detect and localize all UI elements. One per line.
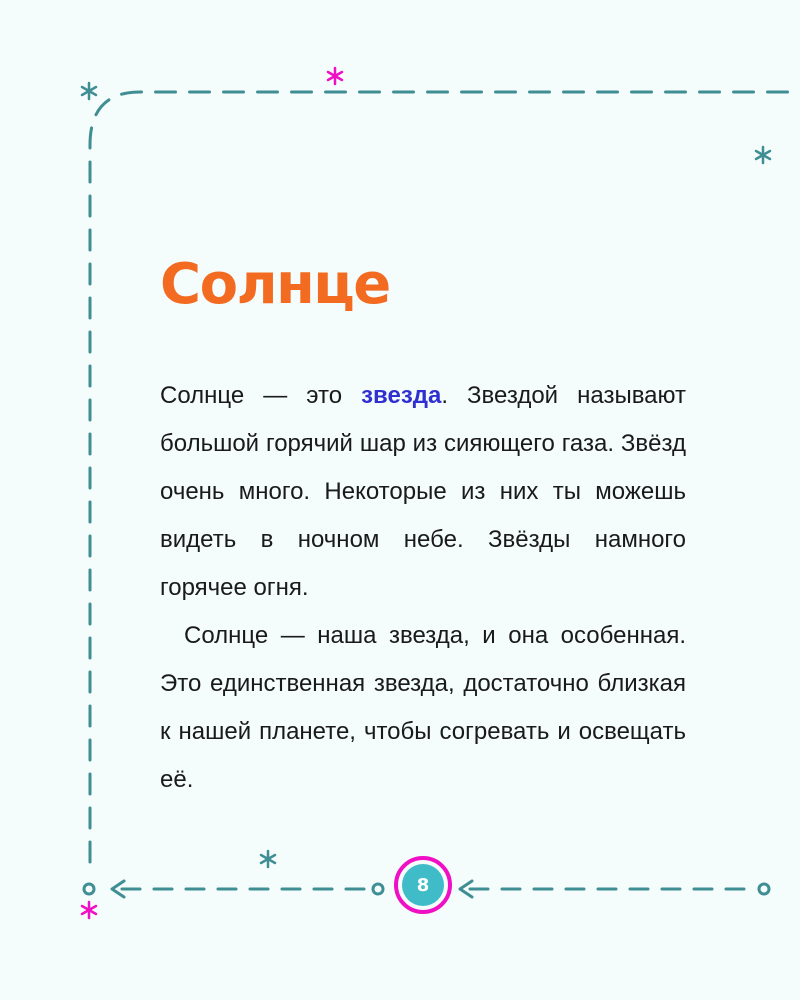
circle-node-icon — [373, 884, 383, 894]
glossary-term-link[interactable]: звезда — [361, 382, 442, 409]
page-number-badge — [394, 856, 452, 914]
paragraph-1 — [160, 372, 686, 612]
star-icon — [82, 83, 96, 99]
star-icon — [328, 68, 342, 84]
circle-node-icon — [759, 884, 769, 894]
circle-node-icon — [84, 884, 94, 894]
body-text — [160, 372, 686, 804]
page-number: 8 — [402, 864, 444, 906]
paragraph-1-start: Солнце — это — [160, 382, 362, 409]
paragraph-1-rest: . Звездой называют большой горячий шар из сияющего газа. Звёзд очень много. Некоторые из них ты можешь видеть в ночном небе. Звёзды намного горячее огня. — [160, 382, 686, 601]
paragraph-2: Солнце — наша звезда, и она особенная. Это единственная звезда, достаточно близкая к нашей планете, чтобы согревать и освещать её. — [160, 622, 686, 793]
star-icon — [82, 902, 96, 918]
star-icon — [261, 851, 275, 867]
star-icon — [756, 147, 770, 163]
page-title: Солнце — [160, 252, 390, 317]
